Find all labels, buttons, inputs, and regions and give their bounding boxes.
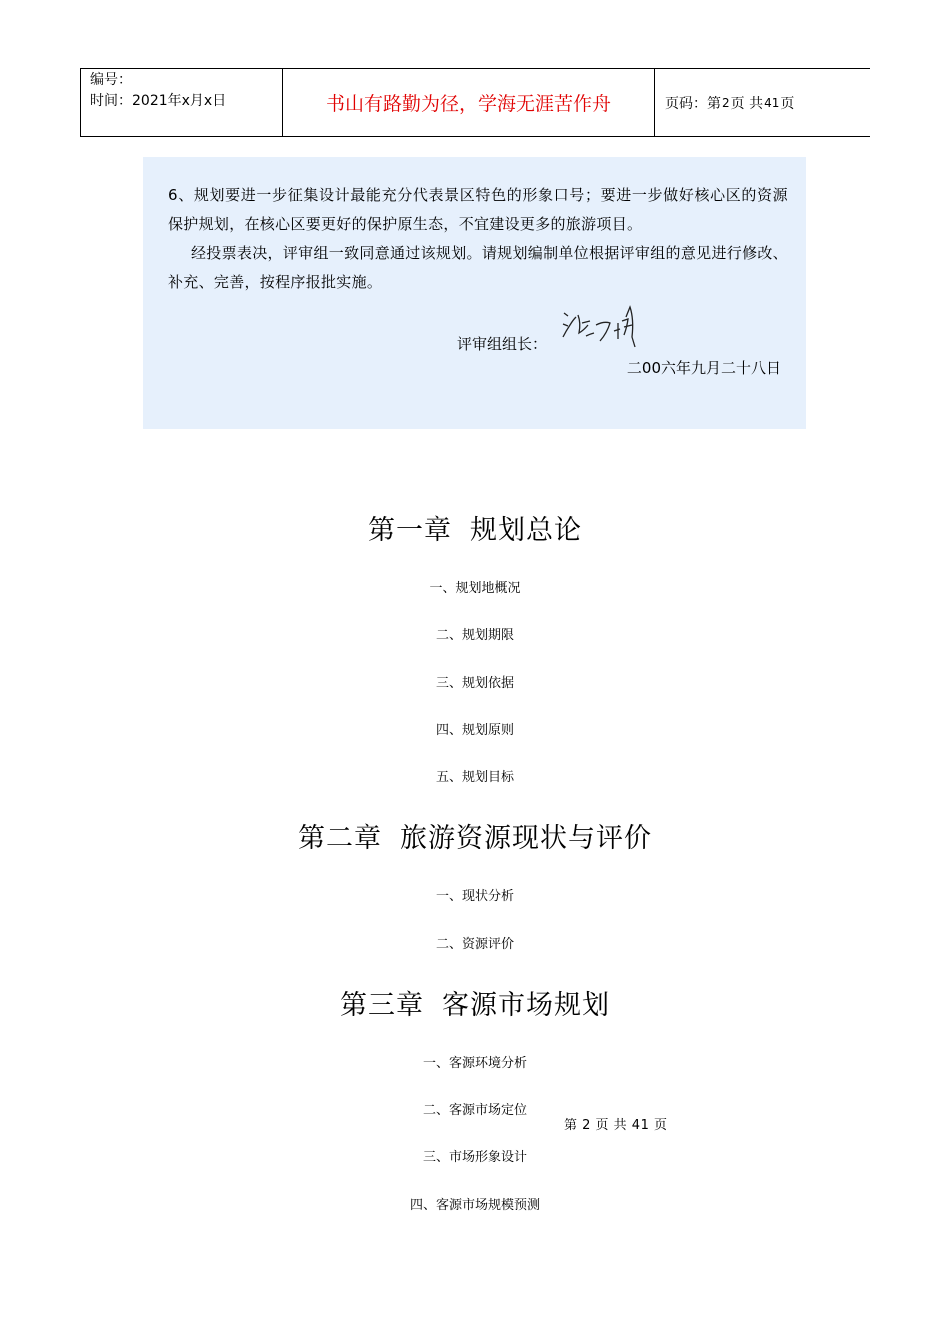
toc-item: 一、客源环境分析 <box>422 1056 527 1071</box>
chapter-2-title: 旅游资源现状与评价 <box>400 823 652 854</box>
document-number-label: 编号： <box>90 72 132 88</box>
page-current: 2 <box>722 95 730 110</box>
toc-item: 四、客源市场规模预测 <box>409 1198 540 1213</box>
page-total: 41 <box>764 95 780 110</box>
signer-label: 评审组组长： <box>457 335 548 353</box>
review-paragraph-1: 6、规划要进一步征集设计最能充分代表景区特色的形象口号；要进一步做好核心区的资源保护规划，在核心区要更好的保护原生态，不宜建设更多的旅游项目。 <box>168 186 788 233</box>
page-suffix: 页 <box>780 95 795 112</box>
review-paragraph-2: 经投票表决，评审组一致同意通过该规划。请规划编制单位根据评审组的意见进行修改、补充、完善，按程序报批实施。 <box>168 244 788 291</box>
toc-item: 二、规划期限 <box>435 628 514 643</box>
page-footer: 第 2 页 共 41 页 <box>564 1118 668 1133</box>
page-prefix: 页码：第 <box>665 95 721 112</box>
toc-item: 五、规划目标 <box>435 770 514 785</box>
toc-item: 三、规划依据 <box>435 676 514 691</box>
page-mid: 页 共 <box>730 95 764 112</box>
chapter-3-number: 第三章 <box>340 990 424 1021</box>
handwritten-signature <box>560 303 642 351</box>
toc-item: 一、现状分析 <box>435 889 514 904</box>
chapter-2-heading <box>0 816 950 855</box>
toc-item: 二、资源评价 <box>435 937 514 952</box>
toc-item: 四、规划原则 <box>435 723 514 738</box>
header-motto: 书山有路勤为径，学海无涯苦作舟 <box>282 69 655 136</box>
chapter-3-title: 客源市场规划 <box>442 990 610 1021</box>
toc-item: 二、客源市场定位 <box>422 1103 527 1118</box>
sign-date: 二00六年九月二十八日 <box>626 359 781 377</box>
review-text <box>168 181 788 297</box>
header-meta <box>80 69 282 136</box>
toc-item: 三、市场形象设计 <box>422 1150 527 1165</box>
header-page-number <box>655 69 870 136</box>
document-time: 时间：2021年x月x日 <box>90 93 227 109</box>
chapter-2-number: 第二章 <box>298 823 382 854</box>
chapter-1-number: 第一章 <box>368 515 452 546</box>
review-opinion-box <box>143 157 806 429</box>
chapter-1-heading <box>0 508 950 547</box>
chapter-1-title: 规划总论 <box>470 515 582 546</box>
chapter-3-heading <box>0 983 950 1022</box>
document-header <box>80 68 870 137</box>
toc-item: 一、规划地概况 <box>429 581 521 596</box>
